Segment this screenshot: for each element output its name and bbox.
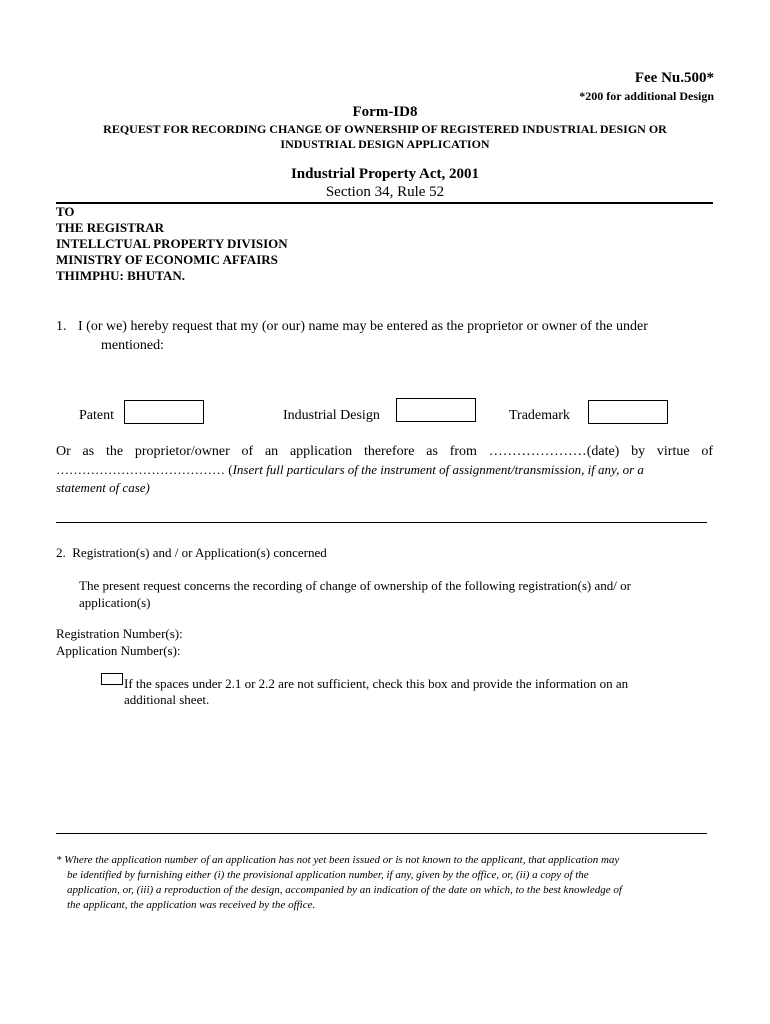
assignment-paragraph-line1: Or as the proprietor/owner of an application therefore as from …………………(date) by virtue of — [56, 444, 713, 459]
additional-sheet-text-line1: If the spaces under 2.1 or 2.2 are not sufficient, check this box and provide the information on an — [124, 676, 629, 691]
form-id: Form-ID8 — [352, 104, 418, 120]
industrial-design-checkbox[interactable] — [396, 398, 476, 422]
trademark-label: Trademark — [509, 408, 570, 423]
additional-sheet-checkbox[interactable] — [101, 673, 123, 685]
footnote-line1: * Where the application number of an application has not yet been issued or is not known to the applicant, that application may — [56, 854, 620, 866]
additional-sheet-text-line2: additional sheet. — [124, 692, 210, 707]
assignment-instructions: Insert full particulars of the instrument of assignment/transmission, if any, or a — [232, 462, 644, 477]
section1-text-cont: mentioned: — [101, 338, 164, 353]
address-division: INTELLCTUAL PROPERTY DIVISION — [56, 236, 288, 251]
form-title-line2: INDUSTRIAL DESIGN APPLICATION — [280, 137, 490, 151]
section2-paragraph-line2: application(s) — [79, 595, 151, 610]
section1-number: 1. — [56, 319, 67, 334]
address-ministry: MINISTRY OF ECONOMIC AFFAIRS — [56, 252, 278, 267]
assignment-paragraph-line2 — [56, 462, 644, 478]
address-registrar: THE REGISTRAR — [56, 220, 164, 235]
registration-numbers-label: Registration Number(s): — [56, 626, 183, 641]
trademark-checkbox[interactable] — [588, 400, 668, 424]
act-title: Industrial Property Act, 2001 — [290, 166, 480, 182]
address-to: TO — [56, 204, 75, 219]
address-city: THIMPHU: BHUTAN. — [56, 268, 186, 283]
patent-label: Patent — [79, 408, 114, 423]
section1-text: I (or we) hereby request that my (or our) name may be entered as the proprietor or owner of the under — [78, 319, 648, 334]
assignment-dots: ………………………………… ( — [56, 462, 233, 477]
fee-note: *200 for additional Design — [579, 89, 714, 103]
header-divider — [56, 202, 713, 204]
industrial-design-label: Industrial Design — [283, 408, 380, 423]
section2-paragraph-line1: The present request concerns the recording of change of ownership of the following registration(s) and/ or — [79, 578, 631, 593]
footnote-line3: application, or, (iii) a reproduction of the design, accompanied by an indication of the date on which, to the best knowledge of — [67, 884, 622, 896]
fee-amount: Fee Nu.500* — [634, 70, 714, 86]
section2-divider — [56, 833, 707, 834]
footnote-line2: be identified by furnishing either (i) the provisional application number, if any, given by the office, or, (ii) a copy of the — [67, 869, 589, 881]
application-numbers-label: Application Number(s): — [56, 643, 181, 658]
form-title-line1: REQUEST FOR RECORDING CHANGE OF OWNERSHIP OF REGISTERED INDUSTRIAL DESIGN OR — [103, 122, 667, 136]
patent-checkbox[interactable] — [124, 400, 204, 424]
footnote-line4: the applicant, the application was received by the office. — [67, 899, 316, 911]
section1-divider — [56, 522, 707, 523]
section-rule: Section 34, Rule 52 — [325, 184, 445, 200]
section2-heading: 2. Registration(s) and / or Application(s) concerned — [56, 545, 327, 560]
assignment-paragraph-line3: statement of case) — [56, 480, 150, 495]
